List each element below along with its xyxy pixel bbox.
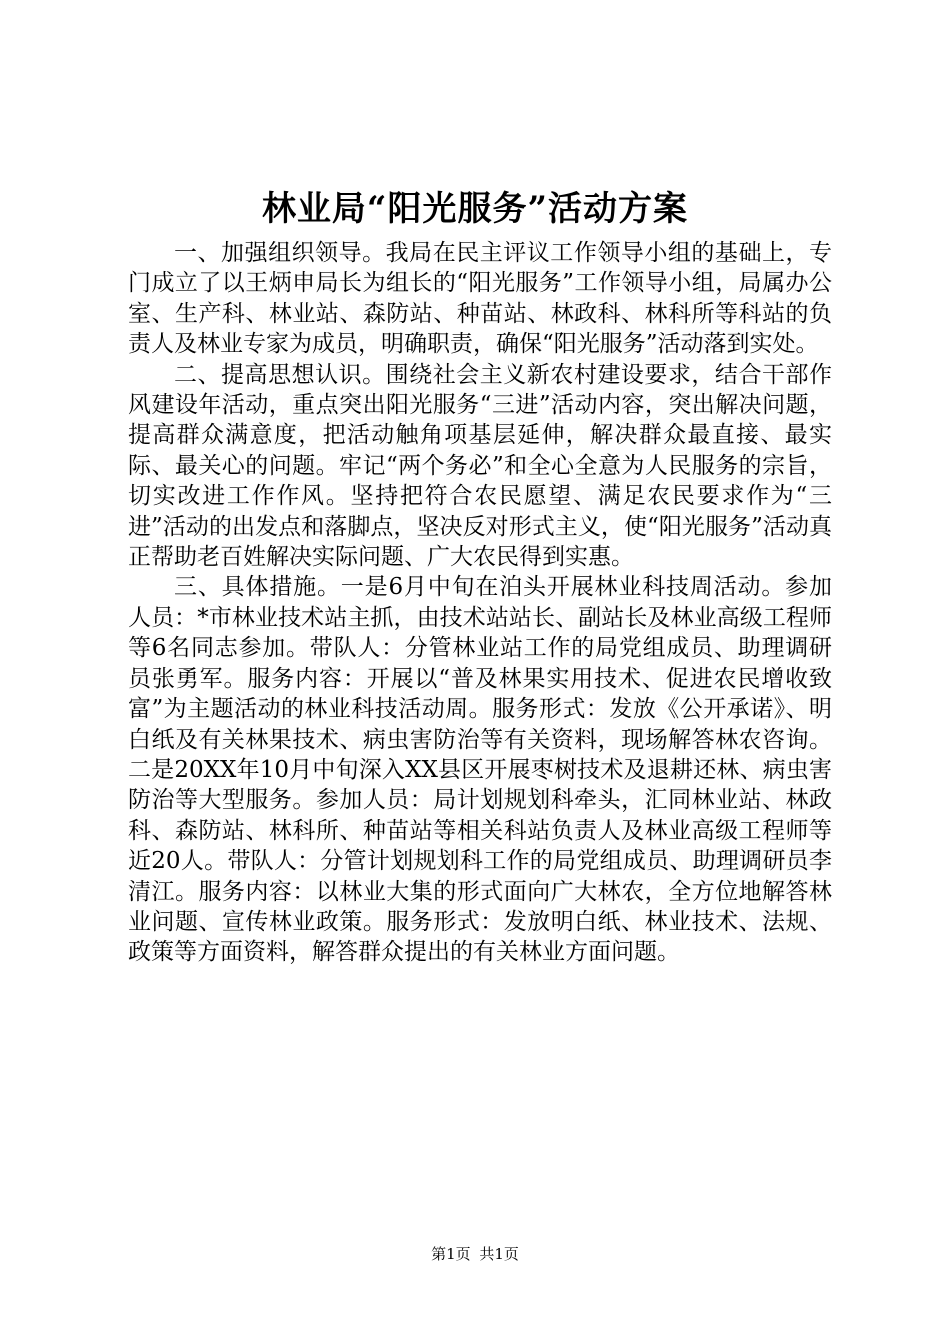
paragraph-awareness: 二、提高思想认识。围绕社会主义新农村建设要求，结合干部作风建设年活动，重点突出阳光服务“三进”活动内容，突出解决问题，提高群众满意度，把活动触角项基层延伸，解决群众最直接、最实际、最关心的问题。牢记“两个务必”和全心全意为人民服务的宗旨，切实改进工作作风。坚持把符合农民愿望、满足农民要求作为“三进”活动的出发点和落脚点，坚决反对形式主义，使“阳光服务”活动真正帮助老百姓解决实际问题、广大农民得到实惠。 [128, 361, 832, 571]
page-footer: 第1页 共1页 [431, 1245, 519, 1263]
document-body [128, 238, 832, 968]
paragraph-organization: 一、加强组织领导。我局在民主评议工作领导小组的基础上，专门成立了以王炳申局长为组长的“阳光服务”工作领导小组，局属办公室、生产科、林业站、森防站、种苗站、林政科、林科所等科站的负责人及林业专家为成员，明确职责，确保“阳光服务”活动落到实处。 [128, 240, 832, 358]
document-title: 林业局“阳光服务”活动方案 [261, 189, 689, 229]
paragraph-measures: 三、具体措施。一是6月中旬在泊头开展林业科技周活动。参加人员：*市林业技术站主抓，由技术站站长、副站长及林业高级工程师等6名同志参加。带队人：分管林业站工作的局党组成员、助理调研员张勇军。服务内容：开展以“普及林果实用技术、促进农民增收致富”为主题活动的林业科技活动周。服务形式：发放《公开承诺》、明白纸及有关林果技术、病虫害防治等有关资料，现场解答林农咨询。二是20XX年10月中旬深入XX县区开展枣树技术及退耕还林、病虫害防治等大型服务。参加人员：局计划规划科牵头，汇同林业站、林政科、森防站、林科所、种苗站等相关科站负责人及林业高级工程师等近20人。带队人：分管计划规划科工作的局党组成员、助理调研员李清江。服务内容：以林业大集的形式面向广大林农，全方位地解答林业问题、宣传林业政策。服务形式：发放明白纸、林业技术、法规、政策等方面资料，解答群众提出的有关林业方面问题。 [128, 574, 832, 966]
